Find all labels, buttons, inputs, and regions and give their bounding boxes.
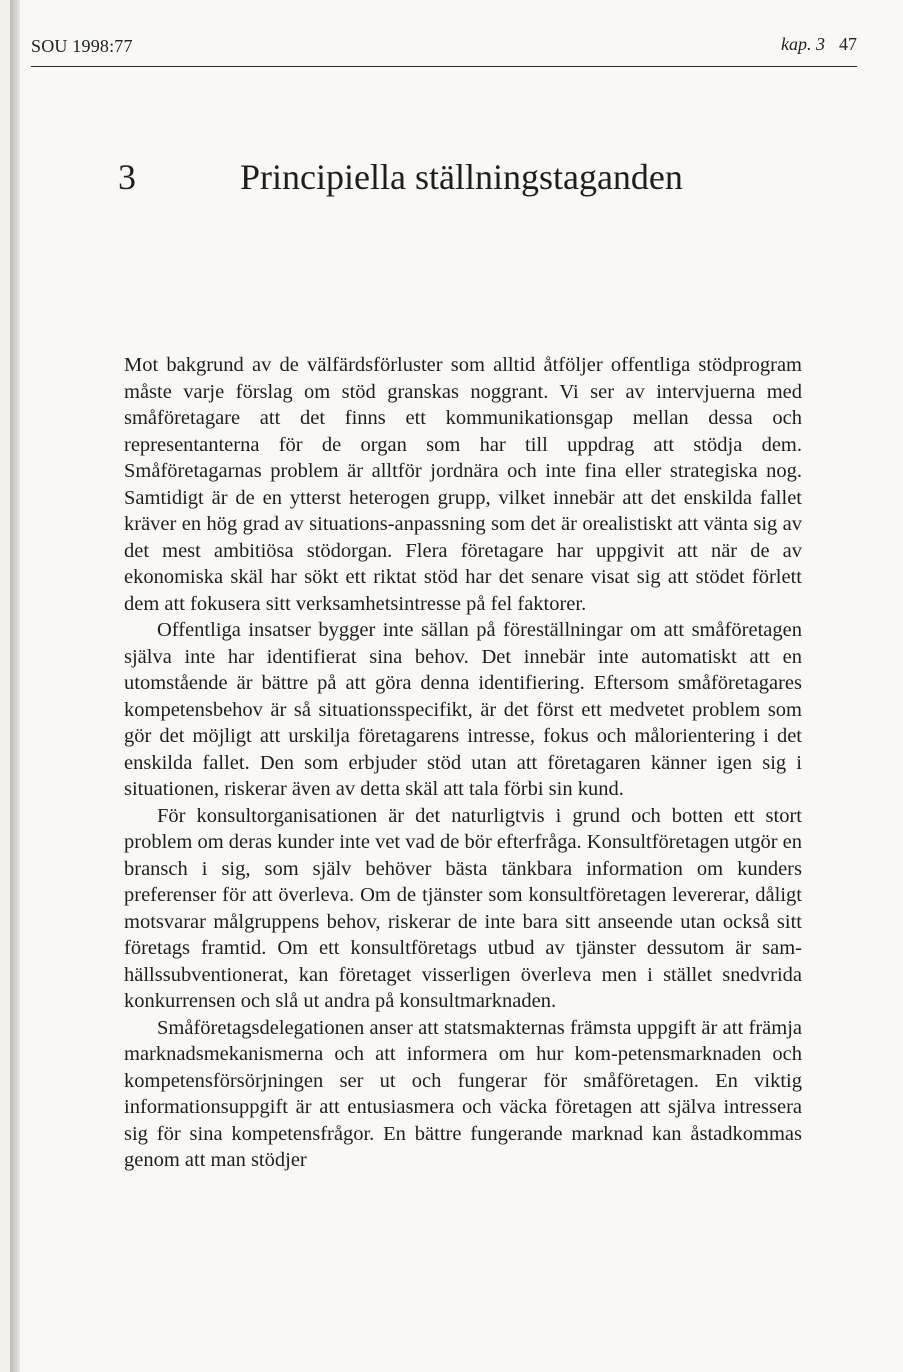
body-text <box>124 352 802 1174</box>
running-header-right <box>781 34 857 55</box>
chapter-title: Principiella ställningstaganden <box>240 157 683 197</box>
paragraph: Mot bakgrund av de välfärdsförluster som alltid åtföljer offentliga stödprogram måste varje förslag om stöd granskas noggrant. Vi ser av intervjuerna med småföretagare att det finns ett kommunikationsgap mellan dessa och representanterna för de organ som har till uppdrag att stödja dem. Småföretagarnas problem är alltför jordnära och inte fina eller strategiska nog. Samtidigt är de en ytterst heterogen grupp, vilket innebär att det enskilda fallet kräver en hög grad av situations-anpassning som det är orealistiskt att vänta sig av det mest ambitiösa stödorgan. Flera företagare har uppgivit att när de av ekonomiska skäl har sökt ett riktat stöd har det senare visat sig att stödet förlett dem att fokusera sitt verksamhetsintresse på fel faktorer. <box>124 354 802 615</box>
document-page <box>10 0 903 1372</box>
page-number: 47 <box>839 34 857 54</box>
paragraph: Offentliga insatser bygger inte sällan på föreställningar om att småföretagen själva inte har identifierat sina behov. Det innebär inte automatiskt att en utomstående är bättre på att göra denna identifiering. Eftersom småföretagares kompetensbehov är så situationsspecifikt, är det först ett medvetet problem som gör det möjligt att urskilja företagarens intresse, fokus och målorientering i det enskilda fallet. Den som erbjuder stöd utan att företagaren känner igen sig i situationen, riskerar även av detta skäl att tala förbi sin kund. <box>124 619 802 800</box>
chapter-heading <box>118 156 683 198</box>
paragraph: Småföretagsdelegationen anser att statsmakternas främsta uppgift är att främja marknadsmekanismerna och att informera om hur kom-petensmarknaden och kompetensförsörjningen ser ut och fungerar för småföretagen. En viktig informationsuppgift är att entusiasmera och väcka företagen att själva intressera sig för sina kompetensfrågor. En bättre fungerande marknad kan åstadkommas genom att man stödjer <box>124 1016 802 1171</box>
header-rule <box>31 66 857 67</box>
paragraph: För konsultorganisationen är det naturligtvis i grund och botten ett stort problem om deras kunder inte vet vad de bör efterfråga. Konsultföretagen utgör en bransch i sig, som själv behöver bästa tänkbara information om kunders preferenser för att överleva. Om de tjänster som konsultföretagen levererar, dåligt motsvarar målgruppens behov, riskerar de inte bara sitt anseende utan också sitt företags framtid. Om ett konsultföretags utbud av tjänster dessutom är sam-hällssubventionerat, kan företaget visserligen överleva men i stället snedvrida konkurrensen och slå ut andra på konsultmarknaden. <box>124 804 802 1012</box>
running-header-chapter: kap. 3 <box>781 34 825 54</box>
running-header-publication: SOU 1998:77 <box>31 36 133 56</box>
page-binding-edge <box>10 0 20 1372</box>
chapter-number: 3 <box>118 157 136 197</box>
